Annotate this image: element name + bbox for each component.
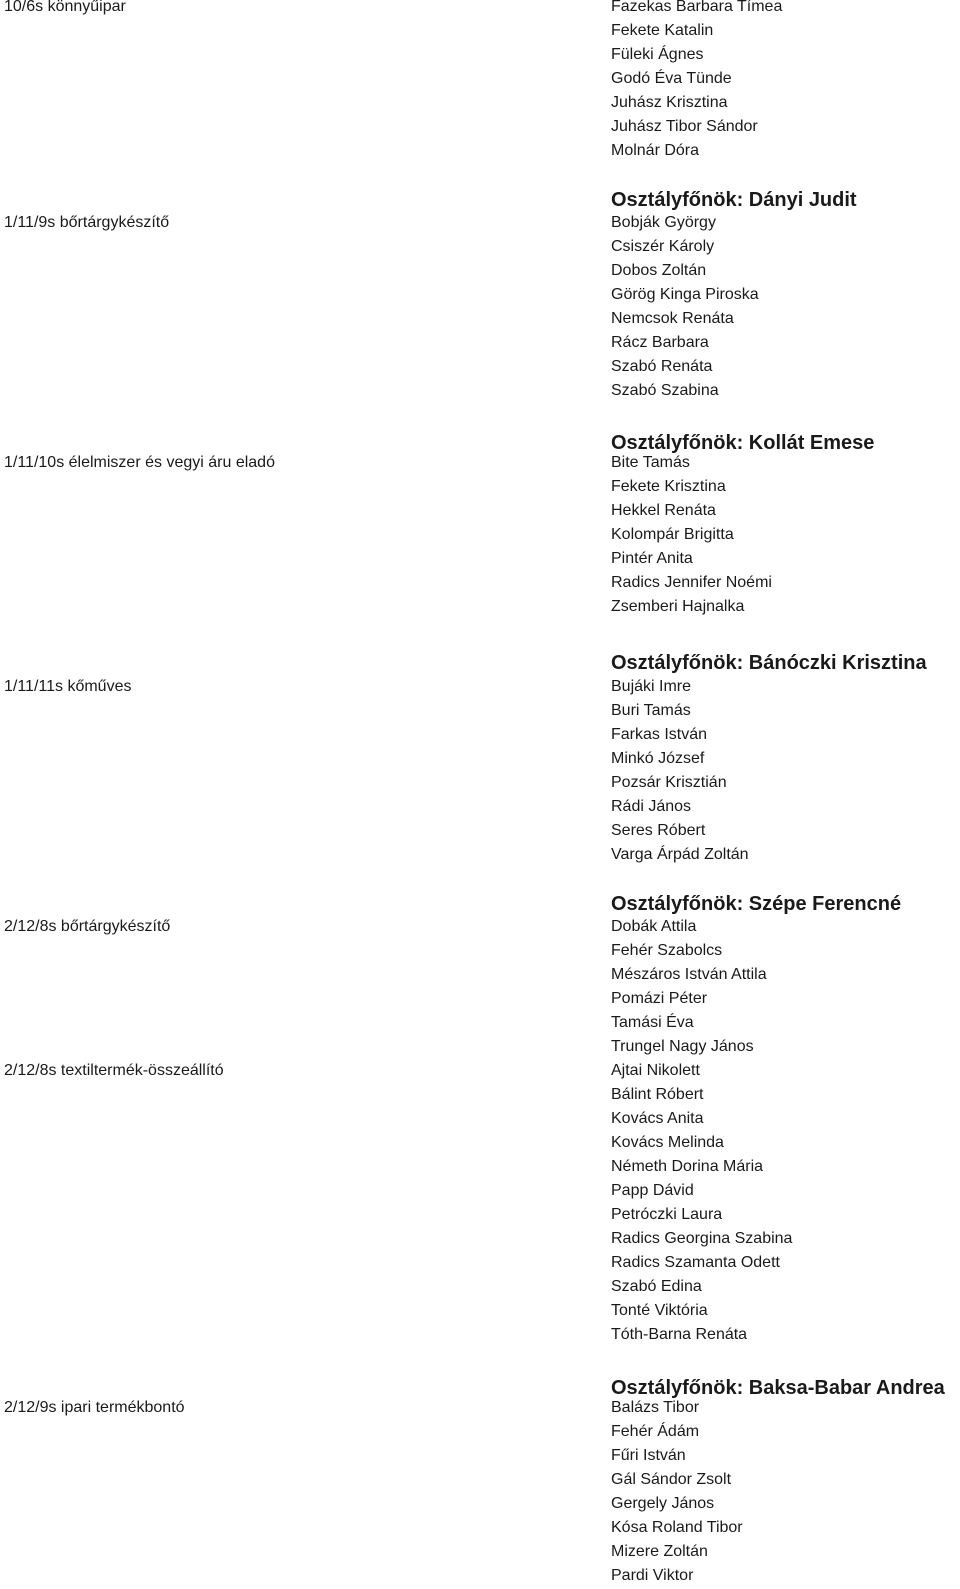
student-name: Görög Kinga Piroska <box>611 286 759 303</box>
class-label: 2/12/8s textiltermék-összeállító <box>4 1062 224 1079</box>
student-name: Füleki Ágnes <box>611 46 704 63</box>
homeroom-teacher-heading: Osztályfőnök: Kollát Emese <box>611 432 875 454</box>
student-name: Godó Éva Tünde <box>611 70 732 87</box>
homeroom-teacher-heading: Osztályfőnök: Dányi Judit <box>611 189 857 211</box>
student-name: Farkas István <box>611 726 708 743</box>
student-name: Kolompár Brigitta <box>611 526 734 543</box>
student-name: Mizere Zoltán <box>611 1543 708 1560</box>
student-name: Varga Árpád Zoltán <box>611 846 749 863</box>
student-name: Pardi Viktor <box>611 1567 694 1584</box>
student-name: Buri Tamás <box>611 702 691 719</box>
student-name: Minkó József <box>611 750 705 767</box>
student-name: Fekete Krisztina <box>611 478 726 495</box>
student-name: Dobák Attila <box>611 918 697 935</box>
student-name: Németh Dorina Mária <box>611 1158 764 1175</box>
class-label: 2/12/8s bőrtárgykészítő <box>4 918 171 935</box>
homeroom-teacher-heading: Osztályfőnök: Baksa-Babar Andrea <box>611 1377 945 1399</box>
student-name: Mészáros István Attila <box>611 966 767 983</box>
student-name: Fehér Szabolcs <box>611 942 723 959</box>
homeroom-teacher-heading: Osztályfőnök: Bánóczki Krisztina <box>611 652 927 674</box>
student-name: Rácz Barbara <box>611 334 709 351</box>
student-name: Szabó Edina <box>611 1278 702 1295</box>
student-name: Csiszér Károly <box>611 238 715 255</box>
student-name: Pozsár Krisztián <box>611 774 727 791</box>
student-name: Tóth-Barna Renáta <box>611 1326 748 1343</box>
student-name: Rádi János <box>611 798 692 815</box>
student-name: Szabó Renáta <box>611 358 713 375</box>
student-name: Tamási Éva <box>611 1014 694 1031</box>
class-label: 2/12/9s ipari termékbontó <box>4 1399 185 1416</box>
student-name: Balázs Tibor <box>611 1399 700 1416</box>
class-label: 1/11/10s élelmiszer és vegyi áru eladó <box>4 454 275 471</box>
student-name: Kovács Anita <box>611 1110 704 1127</box>
student-name: Trungel Nagy János <box>611 1038 754 1055</box>
student-name: Molnár Dóra <box>611 142 700 159</box>
student-name: Bite Tamás <box>611 454 690 471</box>
student-name: Gál Sándor Zsolt <box>611 1471 732 1488</box>
student-name: Bálint Róbert <box>611 1086 704 1103</box>
student-name: Hekkel Renáta <box>611 502 716 519</box>
student-name: Fazekas Barbara Tímea <box>611 0 783 15</box>
student-name: Tonté Viktória <box>611 1302 708 1319</box>
student-name: Radics Jennifer Noémi <box>611 574 772 591</box>
student-name: Kovács Melinda <box>611 1134 724 1151</box>
student-name: Juhász Tibor Sándor <box>611 118 758 135</box>
student-name: Bujáki Imre <box>611 678 692 695</box>
student-name: Gergely János <box>611 1495 715 1512</box>
student-name: Fekete Katalin <box>611 22 714 39</box>
student-name: Petróczki Laura <box>611 1206 723 1223</box>
student-name: Fűri István <box>611 1447 686 1464</box>
student-name: Papp Dávid <box>611 1182 694 1199</box>
student-name: Szabó Szabina <box>611 382 719 399</box>
student-name: Radics Szamanta Odett <box>611 1254 780 1271</box>
student-name: Bobják György <box>611 214 716 231</box>
student-name: Kósa Roland Tibor <box>611 1519 743 1536</box>
homeroom-teacher-heading: Osztályfőnök: Szépe Ferencné <box>611 893 902 915</box>
student-name: Zsemberi Hajnalka <box>611 598 745 615</box>
student-name: Seres Róbert <box>611 822 706 839</box>
class-label: 10/6s könnyűipar <box>4 0 126 15</box>
class-label: 1/11/11s kőműves <box>4 678 132 695</box>
class-label: 1/11/9s bőrtárgykészítő <box>4 214 170 231</box>
student-name: Radics Georgina Szabina <box>611 1230 793 1247</box>
student-name: Pomázi Péter <box>611 990 708 1007</box>
student-name: Nemcsok Renáta <box>611 310 734 327</box>
student-name: Juhász Krisztina <box>611 94 728 111</box>
student-name: Dobos Zoltán <box>611 262 707 279</box>
student-name: Fehér Ádám <box>611 1423 700 1440</box>
student-name: Ajtai Nikolett <box>611 1062 700 1079</box>
student-name: Pintér Anita <box>611 550 693 567</box>
